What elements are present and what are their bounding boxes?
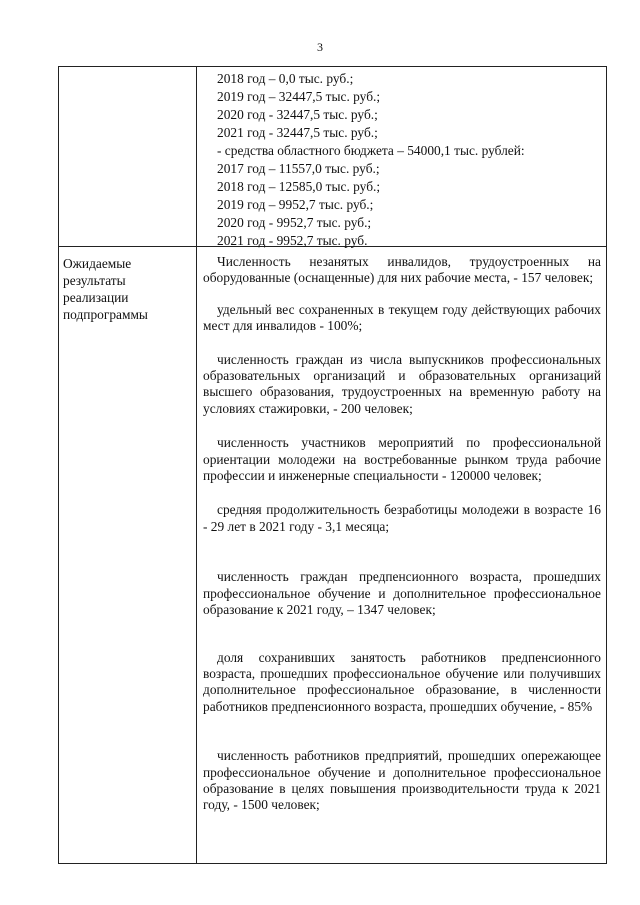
funding-line: 2018 год – 12585,0 тыс. руб.;	[217, 179, 381, 194]
funding-line: 2017 год – 11557,0 тыс. руб.;	[217, 161, 380, 176]
result-item: Численность незанятых инвалидов, трудоустроенных на оборудованные (оснащенные) для них рабочие места, - 157 человек;	[203, 254, 601, 286]
result-item: численность граждан из числа выпускников профессиональных образовательных организаций и образовательных организаций высшего образования, трудоустроенных на временную работу на условиях стажировки, - 200 человек;	[203, 351, 601, 416]
funding-line: 2021 год - 9952,7 тыс. руб.	[217, 233, 368, 248]
result-item: численность граждан предпенсионного возраста, прошедших профессиональное обучение и дополнительное профессиональное образование к 2021 году, – 1347 человек;	[203, 569, 601, 618]
result-item: удельный вес сохраненных в текущем году действующих рабочих мест для инвалидов - 100%;	[203, 301, 601, 334]
funding-cell	[217, 70, 597, 250]
funding-line: 2019 год – 9952,7 тыс. руб.;	[217, 197, 374, 212]
subprogram-passport-table	[58, 66, 607, 864]
funding-line: 2018 год – 0,0 тыс. руб.;	[217, 71, 354, 86]
result-item: численность работников предприятий, прошедших опережающее профессиональное обучение и дополнительное профессиональное образование в целях повышения производительности труда к 2021 году, - 1500 человек;	[203, 748, 601, 813]
page-number: 3	[317, 40, 323, 54]
expected-results-cell	[203, 254, 601, 814]
funding-line: 2020 год - 32447,5 тыс. руб.;	[217, 107, 378, 122]
funding-line: - средства областного бюджета – 54000,1 тыс. рублей:	[217, 143, 525, 158]
result-item: доля сохранивших занятость работников предпенсионного возраста, прошедших профессиональное обучение или получивших дополнительное профессиональное образование, в численности работников предпенсионного возраста, прошедших обучение, - 85%	[203, 649, 601, 714]
funding-line: 2019 год – 32447,5 тыс. руб.;	[217, 89, 381, 104]
result-item: численность участников мероприятий по профессиональной ориентации молодежи на востребованные рынком труда рабочие профессии и инженерные специальности - 120000 человек;	[203, 435, 601, 484]
expected-results-label: Ожидаемые результаты реализации подпрограммы	[63, 256, 148, 322]
column-divider	[196, 67, 197, 863]
result-item: средняя продолжительность безработицы молодежи в возрасте 16 - 29 лет в 2021 году - 3,1 месяца;	[203, 502, 601, 534]
funding-line: 2020 год - 9952,7 тыс. руб.;	[217, 215, 372, 230]
funding-line: 2021 год - 32447,5 тыс. руб.;	[217, 125, 378, 140]
